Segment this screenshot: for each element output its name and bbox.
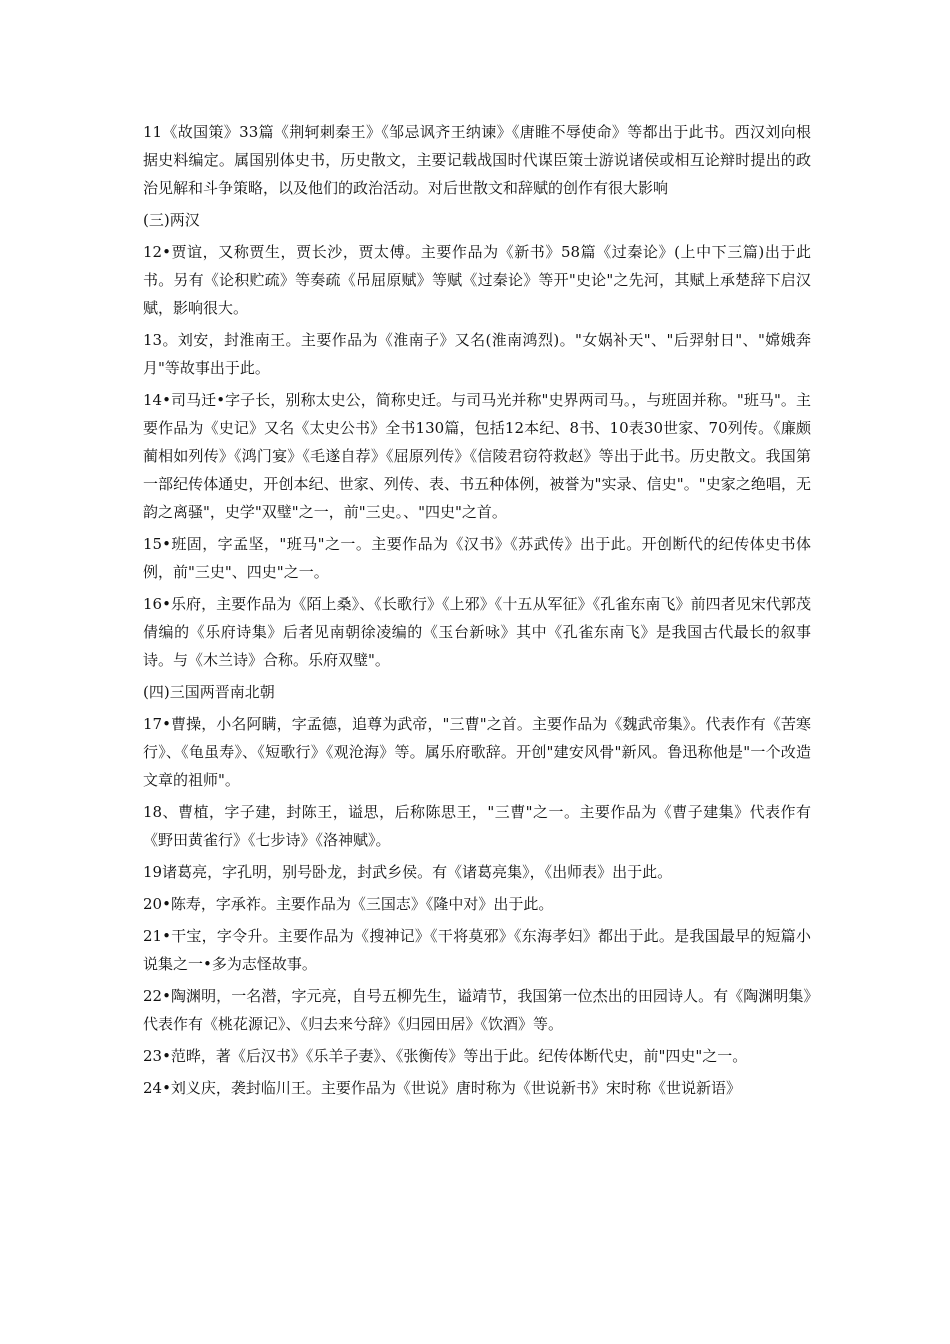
paragraph-yuefu: 16•乐府，主要作品为《陌上桑》、《长歌行》《上邪》《十五从军征》《孔雀东南飞》前四者见宋代郭茂倩编的《乐府诗集》后者见南朝徐凌编的《玉台新咏》其中《孔雀东南飞》是我国古代最长的叙事诗。与《木兰诗》合称。乐府双璧"。 [143, 595, 811, 669]
paragraph-liuyiqing: 24•刘义庆，袭封临川王。主要作品为《世说》唐时称为《世说新书》宋时称《世说新语》 [143, 1079, 741, 1097]
paragraph-caozhi: 18、曹植，字子建，封陈王，谥思，后称陈思王，"三曹"之一。主要作品为《曹子建集》代表作有《野田黄雀行》《七步诗》《洛神赋》。 [143, 803, 811, 849]
paragraph-liuan: 13。刘安，封淮南王。主要作品为《淮南子》又名(淮南鸿烈)。"女娲补天"、"后羿射日"、"嫦娥奔月"等故事出于此。 [143, 331, 811, 377]
paragraph-zhugeliang: 19诸葛亮，字孔明，别号卧龙，封武乡侯。有《诸葛亮集》，《出师表》出于此。 [143, 863, 673, 881]
paragraph-jiayi: 12•贾谊，又称贾生，贾长沙，贾太傅。主要作品为《新书》58篇《过秦论》(上中下三篇)出于此书。另有《论积贮疏》等奏疏《吊屈原赋》等赋《过秦论》等开"史论"之先河，其赋上承楚辞下启汉赋，影响很大。 [143, 243, 811, 317]
paragraph-guoce: 11《故国策》33篇《荆轲刺秦王》《邹忌讽齐王纳谏》《唐睢不辱使命》等都出于此书。西汉刘向根据史料编定。属国别体史书，历史散文，主要记载战国时代谋臣策士游说诸侯或相互论辩时提出的政治见解和斗争策略，以及他们的政治活动。对后世散文和辞赋的创作有很大影响 [143, 123, 811, 197]
paragraph-ganbao: 21•干宝，字令升。主要作品为《搜神记》《干将莫邪》《东海孝妇》都出于此。是我国最早的短篇小说集之一•多为志怪故事。 [143, 927, 811, 973]
paragraph-simaqian: 14•司马迁•字子长，别称太史公，简称史迁。与司马光并称"史界两司马。，与班固并称。"班马"。主要作品为《史记》又名《太史公书》全书130篇，包括12本纪、8书、10表30世家、70列传。《廉颇蔺相如列传》《鸿门宴》《毛遂自荐》《屈原列传》《信陵君窃符救赵》等出于此书。历史散文。我国第一部纪传体通史，开创本纪、世家、列传、表、书五种体例，被誉为"实录、信史"。"史家之绝唱，无韵之离骚"，史学"双璧"之一，前"三史。、"四史"之首。 [143, 391, 811, 521]
paragraph-caocao: 17•曹操，小名阿瞒，字孟德，追尊为武帝，"三曹"之首。主要作品为《魏武帝集》。代表作有《苦寒行》、《龟虽寿》、《短歌行》《观沧海》等。属乐府歌辞。开创"建安风骨"新风。鲁迅称他是"一个改造文章的祖师"。 [143, 715, 811, 789]
section-heading-lianghan: (三)两汉 [143, 211, 200, 229]
document-page [143, 118, 811, 1106]
section-heading-sanguo: (四)三国两晋南北朝 [143, 683, 275, 701]
paragraph-bangu: 15•班固，字孟坚，"班马"之一。主要作品为《汉书》《苏武传》出于此。开创断代的纪传体史书体例，前"三史"、四史"之一。 [143, 535, 811, 581]
paragraph-chenshou: 20•陈寿，字承祚。主要作品为《三国志》《隆中对》出于此。 [143, 895, 554, 913]
paragraph-fanye: 23•范晔，著《后汉书》《乐羊子妻》、《张衡传》等出于此。纪传体断代史，前"四史"之一。 [143, 1047, 748, 1065]
paragraph-taoyuanming: 22•陶渊明，一名潜，字元亮，自号五柳先生，谥靖节，我国第一位杰出的田园诗人。有《陶渊明集》代表作有《桃花源记》、《归去来兮辞》《归园田居》《饮酒》等。 [143, 987, 811, 1033]
